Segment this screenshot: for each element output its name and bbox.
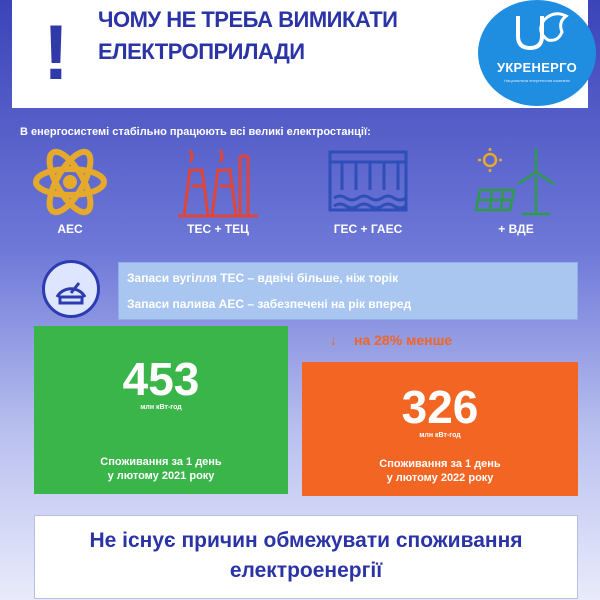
- comparison-text: на 28% менше: [354, 332, 453, 348]
- plant-hydro: [318, 146, 418, 236]
- page-title: [98, 4, 458, 68]
- plant-label-thermal: ТЕС + ТЕЦ: [187, 222, 249, 236]
- intro-text: В енергосистемі стабільно працюють всі великі електростанції:: [20, 126, 371, 138]
- caption-2021-line-1: Споживання за 1 день: [100, 456, 222, 468]
- consumption-caption-2022: [302, 457, 578, 485]
- ukrenergo-logo: [478, 0, 596, 106]
- caption-2021-line-2: у лютому 2021 року: [107, 470, 215, 482]
- conclusion-box: [34, 515, 578, 599]
- plant-thermal: [168, 146, 268, 236]
- meter-icon: [42, 260, 100, 318]
- reserves-box: [118, 262, 578, 320]
- plant-label-hydro: ГЕС + ГАЕС: [333, 222, 403, 236]
- plant-nuclear: [20, 146, 120, 236]
- title-line-1: ЧОМУ НЕ ТРЕБА ВИМИКАТИ: [98, 7, 398, 32]
- renewables-icon: [474, 146, 558, 218]
- consumption-caption-2021: [34, 455, 288, 483]
- consumption-card-2022: [302, 362, 578, 496]
- atom-icon: [30, 146, 110, 218]
- arrow-down-icon: ↓: [330, 332, 337, 348]
- consumption-card-2021: [34, 326, 288, 494]
- plant-label-renewables: + ВДЕ: [498, 222, 534, 236]
- consumption-value-2021: 453: [122, 353, 200, 405]
- reserve-nuclear-fuel: Запаси палива АЕС – забезпечені на рік вперед: [127, 297, 412, 311]
- logo-name: УКРЕНЕРГО: [496, 60, 578, 75]
- logo-emblem-icon: [478, 0, 596, 62]
- caption-2022-line-1: Споживання за 1 день: [379, 458, 501, 470]
- exclamation-icon: !: [43, 8, 69, 96]
- consumption-unit-2021: млн кВт-год: [140, 404, 182, 411]
- title-line-2: ЕЛЕКТРОПРИЛАДИ: [98, 39, 305, 64]
- header-banner: [12, 0, 588, 108]
- logo-subtitle: Національна енергетична компанія: [504, 78, 570, 83]
- plant-label-nuclear: АЕС: [57, 222, 83, 236]
- plant-renewables: [466, 146, 566, 236]
- comparison-note: [330, 332, 452, 348]
- caption-2022-line-2: у лютому 2022 року: [386, 472, 494, 484]
- consumption-unit-2022: млн кВт-год: [419, 432, 461, 439]
- consumption-value-2022: 326: [401, 381, 479, 433]
- conclusion-line-1: Не існує причин обмежувати споживання: [89, 529, 523, 552]
- thermal-plant-icon: [176, 146, 260, 218]
- conclusion-line-2: електроенергії: [229, 559, 383, 582]
- reserve-coal: Запаси вугілля ТЕС – вдвічі більше, ніж торік: [127, 271, 399, 285]
- hydro-dam-icon: [326, 146, 410, 218]
